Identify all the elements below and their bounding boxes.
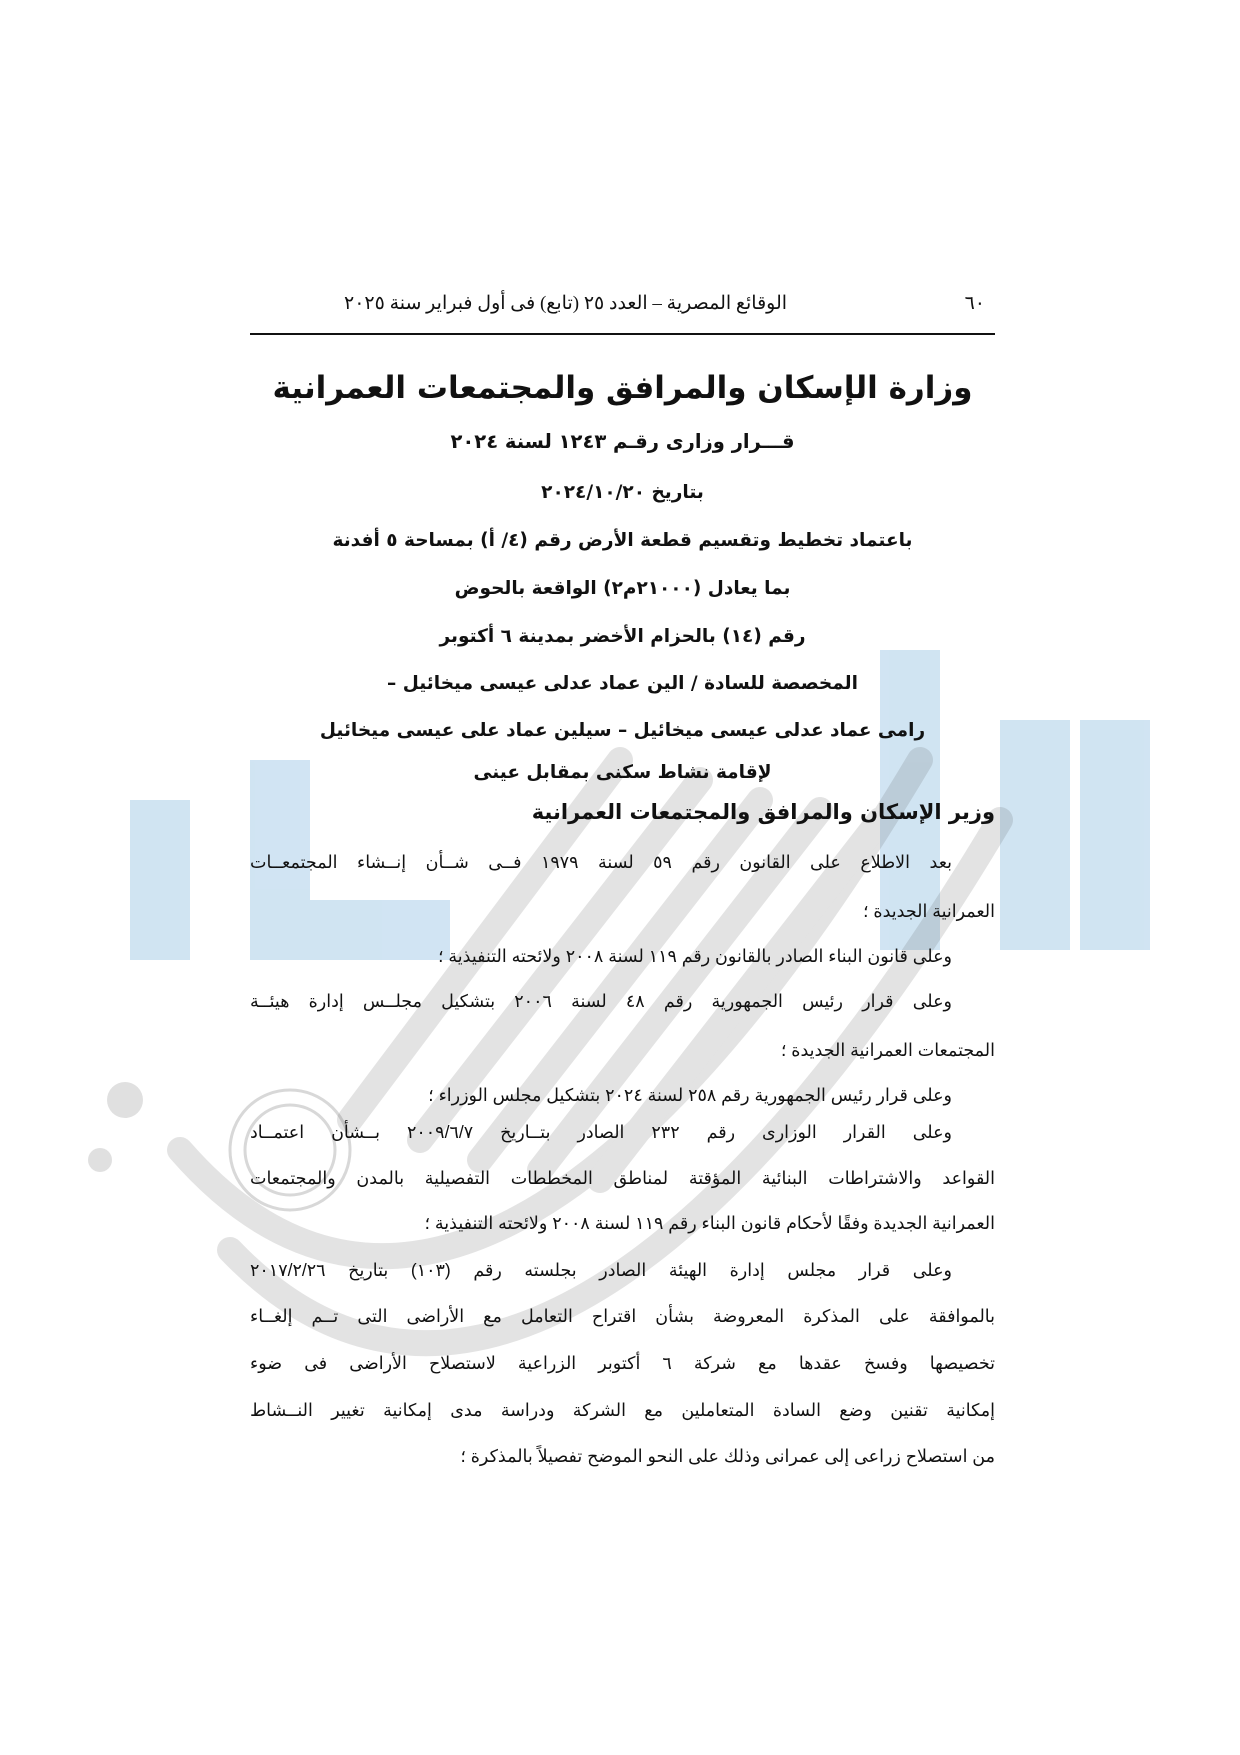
running-header <box>250 286 995 326</box>
decree-number: قـــرار وزارى رقـم ١٢٤٣ لسنة ٢٠٢٤ <box>450 430 795 453</box>
body-line: وعلى قرار رئيس الجمهورية رقم ٢٥٨ لسنة ٢٠٢٤ بتشكيل مجلس الوزراء ؛ <box>428 1085 952 1105</box>
body-line: وعلى القرار الوزارى رقم ٢٣٢ الصادر بتــاريخ ٢٠٠٩/٦/٧ بــشأن اعتمــاد <box>250 1122 952 1142</box>
document-page <box>250 0 995 1755</box>
decree-subject-line: رقم (١٤) بالحزام الأخضر بمدينة ٦ أكتوبر <box>439 626 806 647</box>
body-line: بالموافقة على المذكرة المعروضة بشأن اقتراح التعامل مع الأراضى التى تــم إلغــاء <box>250 1306 995 1326</box>
body-line: بعد الاطلاع على القانون رقم ٥٩ لسنة ١٩٧٩ فــى شــأن إنــشاء المجتمعــات <box>250 852 953 872</box>
body-line: إمكانية تقنين وضع السادة المتعاملين مع الشركة ودراسة مدى إمكانية تغيير النــشاط <box>250 1400 995 1420</box>
decree-subject-line: رامى عماد عدلى عيسى ميخائيل – سيلين عماد على عيسى ميخائيل <box>319 720 926 741</box>
body-line: تخصيصها وفسخ عقدها مع شركة ٦ أكتوبر الزراعية لاستصلاح الأراضى فى ضوء <box>250 1353 995 1373</box>
body-line: العمرانية الجديدة ؛ <box>863 901 995 921</box>
body-line: القواعد والاشتراطات البنائية المؤقتة لمناطق المخططات التفصيلية بالمدن والمجتمعات <box>250 1168 995 1188</box>
body-line: وعلى قانون البناء الصادر بالقانون رقم ١١٩ لسنة ٢٠٠٨ ولائحته التنفيذية ؛ <box>437 946 952 966</box>
minister-heading: وزير الإسكان والمرافق والمجتمعات العمرانية <box>531 800 995 824</box>
body-line: وعلى قرار رئيس الجمهورية رقم ٤٨ لسنة ٢٠٠٦ بتشكيل مجلــس إدارة هيئــة <box>250 991 952 1011</box>
body-line: العمرانية الجديدة وفقًا لأحكام قانون البناء رقم ١١٩ لسنة ٢٠٠٨ ولائحته التنفيذية ؛ <box>424 1213 995 1233</box>
ministry-title: وزارة الإسكان والمرافق والمجتمعات العمرانية <box>272 370 973 406</box>
decree-subject-line: لإقامة نشاط سكنى بمقابل عينى <box>473 762 772 783</box>
body-line: من استصلاح زراعى إلى عمرانى وذلك على النحو الموضح تفصيلاً بالمذكرة ؛ <box>460 1446 995 1466</box>
decree-subject-line: المخصصة للسادة / الين عماد عدلى عيسى ميخائيل – <box>387 673 858 694</box>
decree-date: بتاريخ ٢٠٢٤/١٠/٢٠ <box>541 482 704 503</box>
decree-subject-line: بما يعادل (٢١٠٠٠م٢) الواقعة بالحوض <box>454 578 791 599</box>
decree-subject-line: باعتماد تخطيط وتقسيم قطعة الأرض رقم (٤/ أ) بمساحة ٥ أفدنة <box>332 530 913 551</box>
body-line: وعلى قرار مجلس إدارة الهيئة الصادر بجلسته رقم (١٠٣) بتاريخ ٢٠١٧/٢/٢٦ <box>250 1260 952 1280</box>
body-line: المجتمعات العمرانية الجديدة ؛ <box>780 1040 995 1060</box>
page-number: ٦٠ <box>964 293 985 314</box>
gazette-header-text: الوقائع المصرية – العدد ٢٥ (تابع) فى أول فبراير سنة ٢٠٢٥ <box>344 293 788 314</box>
header-divider <box>250 333 995 335</box>
